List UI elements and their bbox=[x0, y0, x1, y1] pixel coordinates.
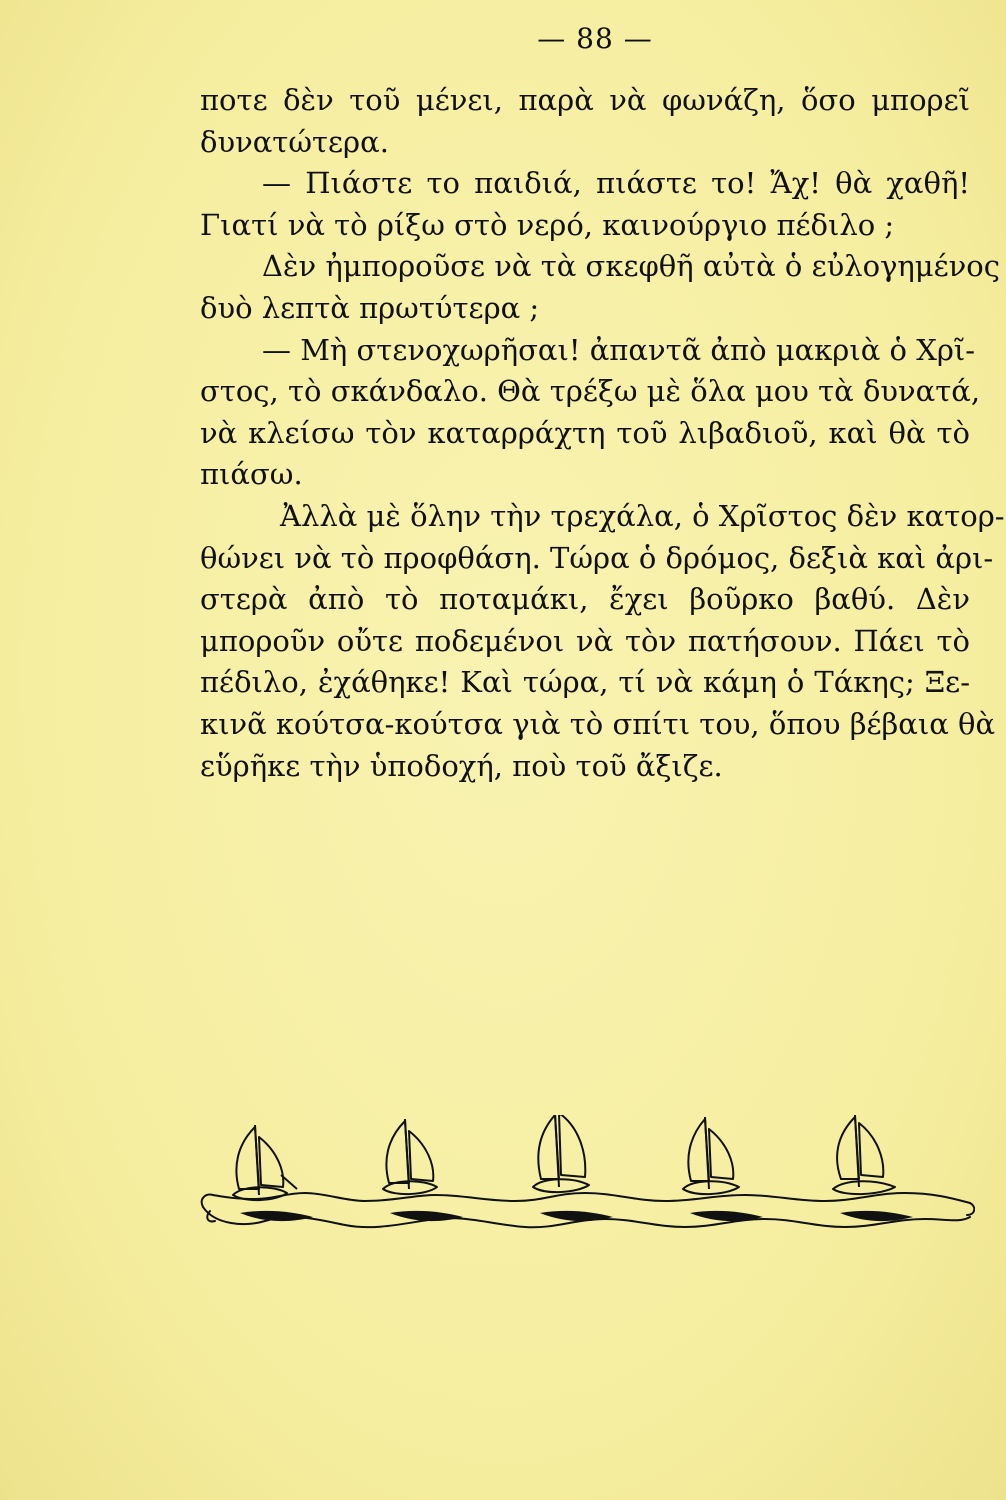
text-line: Γιατί νὰ τὸ ρίξω στὸ νερό, καινούργιο πέδιλο ; bbox=[200, 207, 895, 242]
page-number: — 88 — bbox=[537, 22, 653, 55]
text-line: δυὸ λεπτὰ πρωτύτερα ; bbox=[200, 290, 540, 325]
text-line: κινᾶ κούτσα-κούτσα γιὰ τὸ σπίτι του, ὅπου βέβαια θὰ bbox=[200, 706, 996, 741]
text-line: στος, τὸ σκάνδαλο. Θὰ τρέξω μὲ ὅλα μου τὰ δυνατά, bbox=[200, 374, 981, 409]
text-line: Ἀλλὰ μὲ ὅλην τὴν τρεχάλα, ὁ Χρῖστος δὲν κατορ- bbox=[280, 498, 1005, 533]
body-text bbox=[200, 80, 1005, 787]
show-through-texture bbox=[180, 780, 960, 1380]
text-line: στερὰ ἀπὸ τὸ ποταμάκι, ἔχει βοῦρκο βαθύ. Δὲν bbox=[200, 582, 970, 617]
text-line: νὰ κλείσω τὸν καταρράχτη τοῦ λιβαδιοῦ, καὶ θὰ τὸ bbox=[200, 415, 970, 450]
text-line: εὕρῆκε τὴν ὑποδοχή, ποὺ τοῦ ἄξιζε. bbox=[200, 748, 723, 783]
text-line: Δὲν ἠμποροῦσε νὰ τὰ σκεφθῆ αὐτὰ ὁ εὐλογημένος bbox=[262, 249, 1000, 284]
text-line: θώνει νὰ τὸ προφθάση. Τώρα ὁ δρόμος, δεξιὰ καὶ ἀρι- bbox=[200, 540, 994, 575]
text-line: ποτε δὲν τοῦ μένει, παρὰ νὰ φωνάζη, ὅσο μπορεῖ bbox=[200, 83, 970, 117]
text-line: — Μὴ στενοχωρῆσαι! ἀπαντᾶ ἀπὸ μακριὰ ὁ Χρῖ- bbox=[262, 332, 976, 367]
text-line: πέδιλο, ἐχάθηκε! Καὶ τώρα, τί νὰ κάμη ὁ Τάκης; Ξε- bbox=[200, 665, 970, 700]
text-line: — Πιάστε το παιδιά, πιάστε το! Ἄχ! θὰ χαθῆ! bbox=[262, 166, 970, 201]
text-line: πιάσω. bbox=[200, 457, 303, 492]
text-line: δυνατώτερα. bbox=[200, 124, 389, 159]
sailboats-ornament-icon bbox=[195, 1115, 975, 1245]
text-line: μποροῦν οὔτε ποδεμένοι νὰ τὸν πατήσουν. Πάει τὸ bbox=[200, 623, 970, 658]
